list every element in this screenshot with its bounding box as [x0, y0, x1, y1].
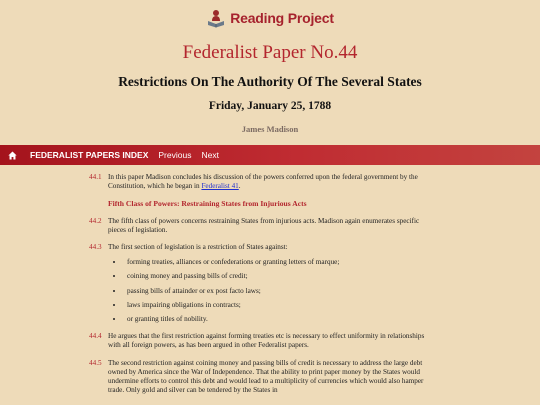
paragraph-text: The fifth class of powers concerns restraining States from injurious acts. Madison again enumerates specific pieces of legislation.	[108, 216, 420, 234]
paragraph-number: 44.3	[89, 243, 102, 252]
paragraph-44-5	[89, 359, 434, 396]
paragraph-number: 44.5	[89, 358, 102, 367]
logo-text: Reading Project	[230, 10, 334, 26]
paragraph-44-3	[89, 243, 434, 252]
paragraph-number: 44.4	[89, 332, 102, 341]
nav-next-link[interactable]: Next	[201, 150, 219, 160]
paragraph-text: He argues that the first restriction against forming treaties etc is necessary to effect uniformity in relationships with all foreign powers, as has been argued in other Federalist papers.	[108, 332, 425, 350]
nav-federalist-index-link[interactable]: FEDERALIST PAPERS INDEX	[30, 150, 149, 160]
publication-date: Friday, January 25, 1788	[208, 100, 332, 112]
site-logo[interactable]	[0, 8, 540, 28]
section-heading: Fifth Class of Powers: Restraining States from Injurious Acts	[108, 199, 307, 209]
list-item: • or granting titles of nobility.	[124, 315, 434, 324]
home-icon	[8, 151, 17, 160]
nav-previous-link[interactable]: Previous	[158, 150, 192, 160]
federalist-41-link[interactable]: Federalist 41	[201, 182, 239, 191]
main-navbar	[0, 145, 540, 165]
paragraph-44-1	[89, 173, 434, 191]
nav-home-button[interactable]	[4, 151, 20, 160]
reader-book-icon	[206, 8, 226, 28]
paragraph-text: The first section of legislation is a restriction of States against:	[108, 243, 288, 252]
paragraph-number: 44.1	[89, 173, 102, 181]
restrictions-list	[89, 258, 434, 324]
paragraph-44-4	[89, 332, 434, 350]
list-item: • forming treaties, alliances or confederations or granting letters of marque;	[124, 258, 434, 267]
article-content	[89, 173, 434, 403]
page-title: Federalist Paper No.44	[182, 42, 358, 63]
list-item: • laws impairing obligations in contracts;	[124, 301, 434, 310]
paragraph-text-end: .	[238, 182, 241, 191]
paragraph-number: 44.2	[89, 216, 102, 225]
author-name: James Madison	[241, 124, 299, 134]
list-item: • coining money and passing bills of credit;	[124, 272, 434, 281]
list-item: • passing bills of attainder or ex post facto laws;	[124, 287, 434, 296]
paragraph-text: In this paper Madison concludes his discussion of the powers conferred upon the federal government by the Constitution, which he began in	[108, 173, 418, 191]
paragraph-text: The second restriction against coining money and passing bills of credit is necessary to address the large debt owned by America since the War of Independence. That the ability to print paper money by the States would undermine efforts to control this debt and would lead to a multiplicity of currencies which would also hamper trade. Only gold and silver can be tendered by the States in	[108, 358, 424, 395]
page-subtitle: Restrictions On The Authority Of The Several States	[118, 74, 422, 89]
paragraph-44-2	[89, 217, 434, 235]
